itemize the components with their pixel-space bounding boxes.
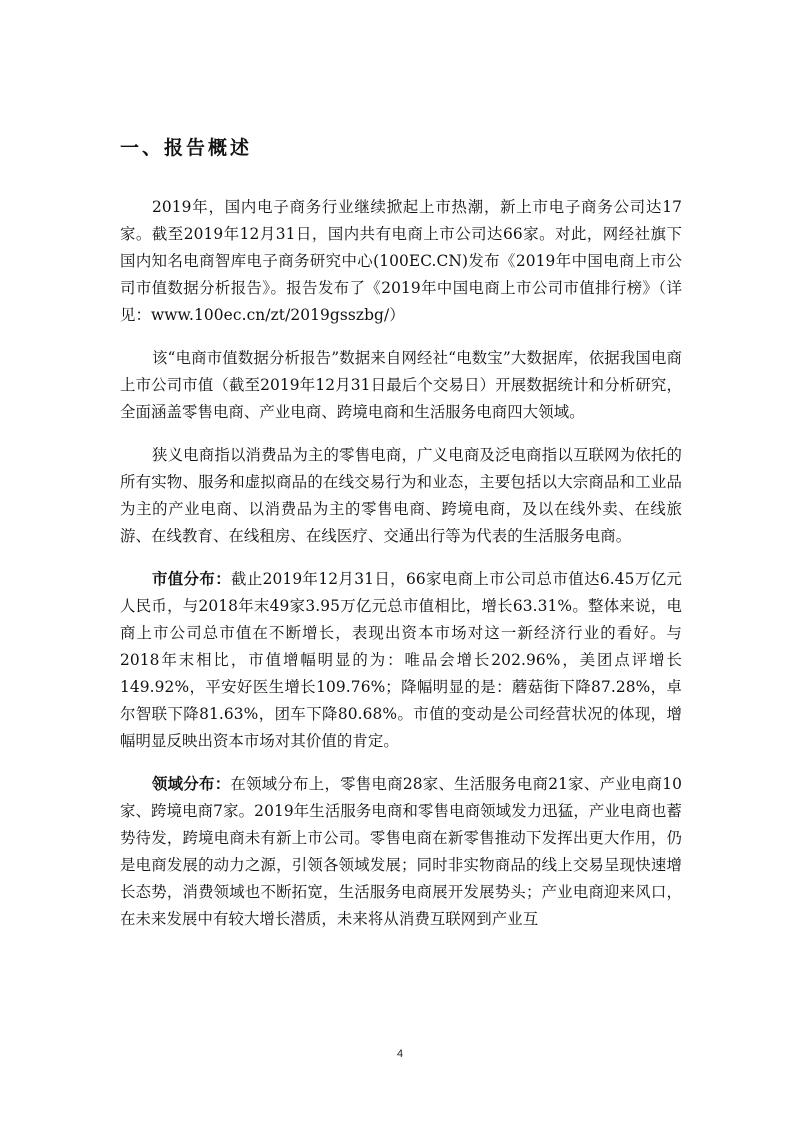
- paragraph-text: 在领域分布上，零售电商28家、生活服务电商21家、产业电商10家、跨境电商7家。2019年生活服务电商和零售电商领域发力迅猛，产业电商也蓄势待发，跨境电商未有新上市公司。零售电商在新零售推动下发挥出更大作用，仍是电商发展的动力之源，引领各领域发展；同时非实物商品的线上交易呈现快速增长态势，消费领域也不断拓宽，生活服务电商展开发展势头；产业电商迎来风口，在未来发展中有较大增长潜质，未来将从消费互联网到产业互: [120, 775, 682, 928]
- paragraph-text: 截止2019年12月31日，66家电商上市公司总市值达6.45万亿元人民币，与2018年末49家3.95万亿元总市值相比，增长63.31%。整体来说，电商上市公司总市值在不断增长，表现出资本市场对这一新经济行业的看好。与2018年末相比，市值增幅明显的为：唯品会增长202.96%，美团点评增长149.92%，平安好医生增长109.76%；降幅明显的是：蘑菇街下降87.28%，卓尔智联下降81.63%，团车下降80.68%。市值的变动是公司经营状况的体现，增幅明显反映出资本市场对其价值的肯定。: [120, 570, 682, 750]
- paragraph-lead: 市值分布：: [152, 570, 232, 588]
- paragraph-text: 2019年，国内电子商务行业继续掀起上市热潮，新上市电子商务公司达17家。截至2019年12月31日，国内共有电商上市公司达66家。对此，网经社旗下国内知名电商智库电子商务研究中心(100EC.CN)发布《2019年中国电商上市公司市值数据分析报告》。报告发布了《2019年中国电商上市公司市值排行榜》（详见：www.100ec.cn/zt/2019gsszbg/）: [120, 198, 682, 324]
- paragraph-intro: [120, 194, 682, 329]
- report-body: [120, 194, 682, 949]
- page-number: 4: [396, 1048, 404, 1060]
- paragraph-sector-distribution: [120, 771, 682, 933]
- paragraph-market-value: [120, 566, 682, 755]
- paragraph-text: 该“电商市值数据分析报告”数据来自网经社“电数宝”大数据库，依据我国电商上市公司市值（截至2019年12月31日最后个交易日）开展数据统计和分析研究，全面涵盖零售电商、产业电商、跨境电商和生活服务电商四大领域。: [120, 349, 682, 421]
- paragraph-lead: 领域分布：: [152, 775, 231, 793]
- paragraph-definition: [120, 442, 682, 550]
- paragraph-text: 狭义电商指以消费品为主的零售电商，广义电商及泛电商指以互联网为依托的所有实物、服务和虚拟商品的在线交易行为和业态，主要包括以大宗商品和工业品为主的产业电商、以消费品为主的零售电商、跨境电商，及以在线外卖、在线旅游、在线教育、在线租房、在线医疗、交通出行等为代表的生活服务电商。: [120, 446, 682, 545]
- section-title: 一、报告概述: [120, 137, 253, 159]
- paragraph-data-source: [120, 345, 682, 426]
